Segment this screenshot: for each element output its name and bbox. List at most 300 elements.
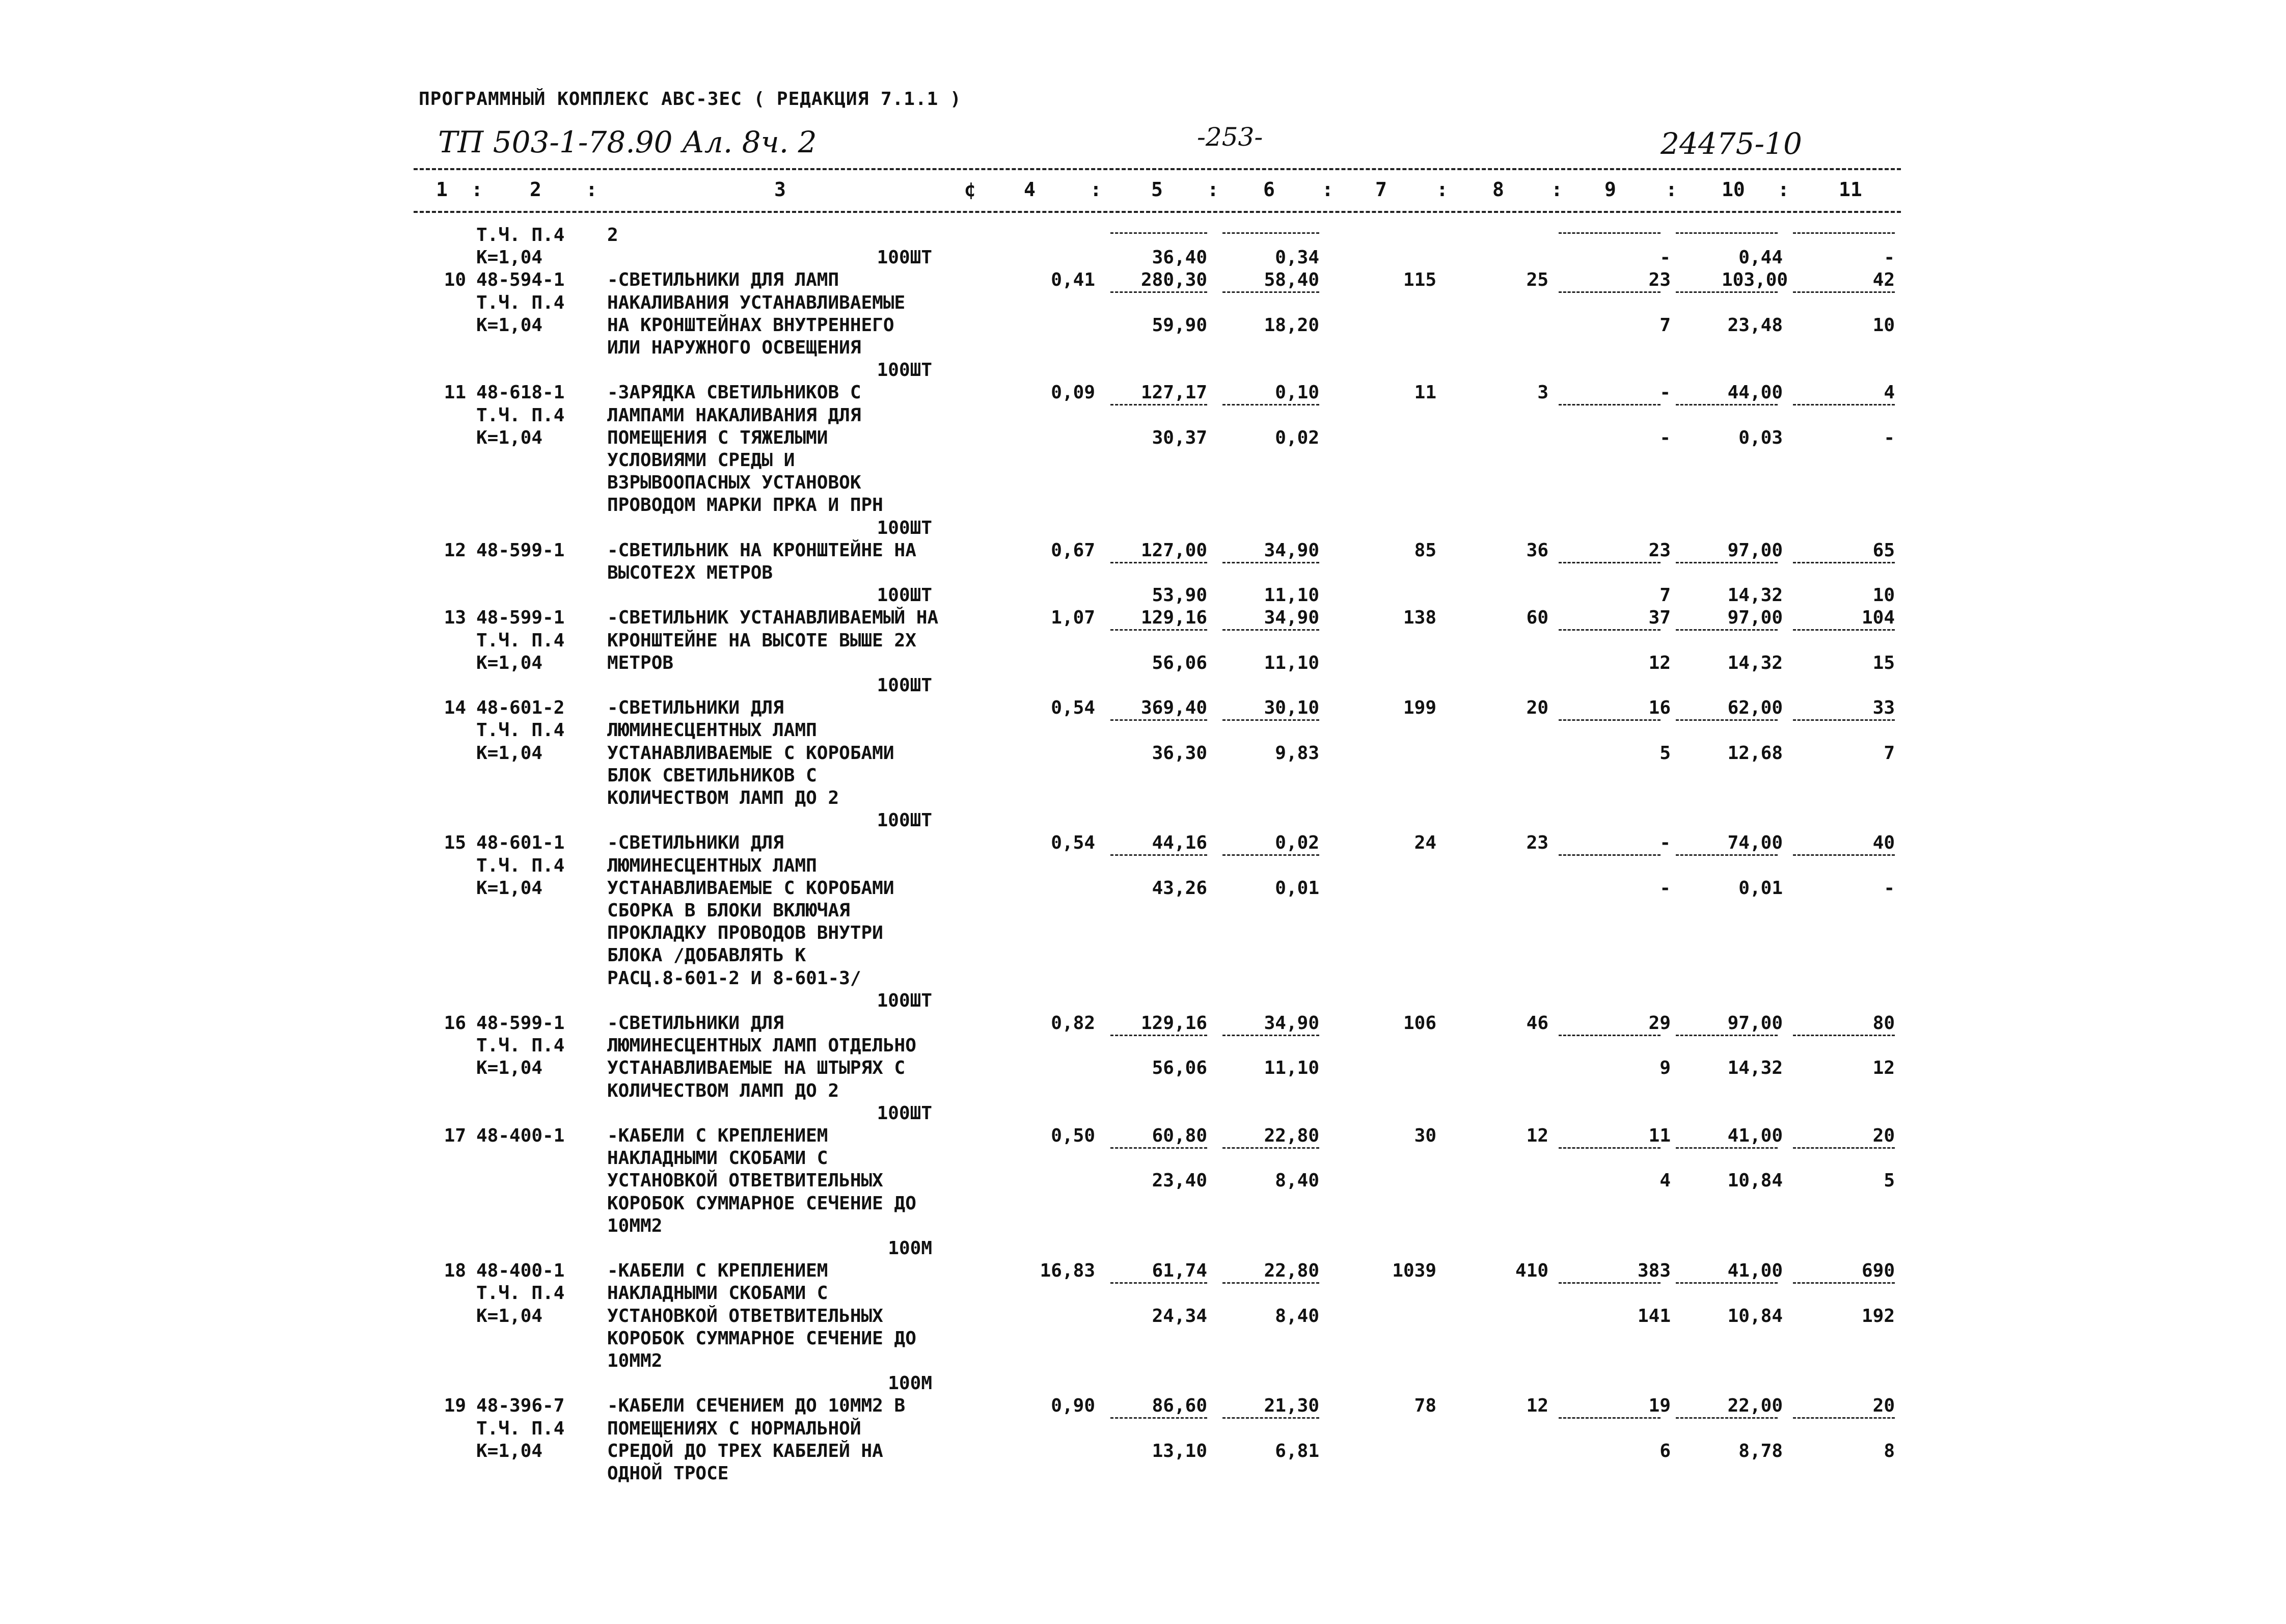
- work-description: -КАБЕЛИ С КРЕПЛЕНИЕМ: [607, 1260, 828, 1282]
- subtotal-rule: [1793, 291, 1895, 293]
- col-11: 40: [1872, 832, 1895, 854]
- col-7: 85: [1414, 539, 1436, 561]
- col-8: 25: [1526, 269, 1548, 291]
- work-description: УСЛОВИЯМИ СРЕДЫ И: [607, 450, 795, 471]
- col-11: 65: [1872, 539, 1895, 561]
- col-11: -: [1884, 427, 1895, 448]
- col-6: 11,10: [1264, 585, 1319, 606]
- header-col-5: 5: [1151, 178, 1163, 201]
- work-description: 100ШТ: [877, 247, 932, 268]
- work-description: 100ШТ: [877, 360, 932, 381]
- item-number: 17: [444, 1125, 466, 1146]
- col-6: 9,83: [1275, 742, 1319, 764]
- subtotal-rule: [1110, 562, 1207, 563]
- subtotal-rule: [1110, 291, 1207, 293]
- col-5: 129,16: [1141, 1013, 1208, 1034]
- col-6: 0,02: [1275, 832, 1319, 854]
- work-description: МЕТРОВ: [607, 652, 674, 673]
- norm-code: 48-599-1: [476, 607, 565, 629]
- col-8: 12: [1526, 1395, 1548, 1417]
- col-6: 22,80: [1264, 1125, 1319, 1146]
- col-9: 5: [1659, 742, 1671, 764]
- header-separator: :: [1551, 178, 1563, 201]
- col-7: 24: [1414, 832, 1436, 854]
- subtotal-rule: [1110, 404, 1207, 405]
- col-6: 8,40: [1275, 1170, 1319, 1192]
- col-5: 24,34: [1152, 1305, 1207, 1327]
- col-11: 42: [1872, 269, 1895, 291]
- col-4: 0,67: [1051, 539, 1095, 561]
- col-9: 37: [1648, 607, 1671, 629]
- col-11: 10: [1872, 314, 1895, 336]
- work-description: СБОРКА В БЛОКИ ВКЛЮЧАЯ: [607, 900, 850, 921]
- col-6: 34,90: [1264, 607, 1319, 629]
- col-6: 11,10: [1264, 1058, 1319, 1079]
- col-10: 41,00: [1727, 1125, 1783, 1146]
- col-8: 60: [1526, 607, 1548, 629]
- work-description: 100ШТ: [877, 585, 932, 606]
- work-description: КОРОБОК СУММАРНОЕ СЕЧЕНИЕ ДО: [607, 1328, 916, 1349]
- col-5: 127,17: [1141, 382, 1208, 403]
- subtotal-rule: [1793, 404, 1895, 405]
- header-col-9: 9: [1604, 178, 1616, 201]
- col-10: 14,32: [1727, 1058, 1783, 1079]
- norm-code: 48-594-1: [476, 269, 565, 291]
- col-6: 0,10: [1275, 382, 1319, 403]
- work-description: -ЗАРЯДКА СВЕТИЛЬНИКОВ С: [607, 382, 861, 403]
- work-description: НАКАЛИВАНИЯ УСТАНАВЛИВАЕМЫЕ: [607, 292, 906, 313]
- norm-code: 48-396-7: [476, 1395, 565, 1417]
- col-11: 690: [1861, 1260, 1895, 1282]
- col-5: 36,30: [1152, 742, 1207, 764]
- col-5: 60,80: [1152, 1125, 1207, 1146]
- norm-code: Т.Ч. П.4: [476, 720, 565, 741]
- subtotal-rule: [1222, 232, 1319, 234]
- item-number: 14: [444, 697, 466, 719]
- col-7: 138: [1403, 607, 1436, 629]
- work-description: ЛЮМИНЕСЦЕНТНЫХ ЛАМП: [607, 720, 817, 741]
- header-separator: :: [1436, 178, 1448, 201]
- work-description: ЛАМПАМИ НАКАЛИВАНИЯ ДЛЯ: [607, 404, 861, 426]
- col-8: 20: [1526, 697, 1548, 719]
- norm-code: 48-400-1: [476, 1260, 565, 1282]
- col-10: 97,00: [1727, 1013, 1783, 1034]
- col-9: 23: [1648, 539, 1671, 561]
- work-description: НАКЛАДНЫМИ СКОБАМИ С: [607, 1148, 828, 1169]
- col-10: 0,03: [1738, 427, 1783, 448]
- work-description: УСТАНАВЛИВАЕМЫЕ С КОРОБАМИ: [607, 742, 894, 764]
- header-separator: ¢: [964, 178, 976, 201]
- col-10: 14,32: [1727, 652, 1783, 673]
- subtotal-rule: [1559, 1282, 1661, 1284]
- header-separator: :: [586, 178, 597, 201]
- subtotal-rule: [1559, 232, 1661, 234]
- subtotal-rule: [1110, 1417, 1207, 1419]
- col-9: 11: [1648, 1125, 1671, 1146]
- col-10: 10,84: [1727, 1305, 1783, 1327]
- work-description: УСТАНАВЛИВАЕМЫЕ НА ШТЫРЯХ С: [607, 1058, 906, 1079]
- col-5: 129,16: [1141, 607, 1208, 629]
- subtotal-rule: [1222, 291, 1319, 293]
- col-6: 30,10: [1264, 697, 1319, 719]
- col-7: 30: [1414, 1125, 1436, 1146]
- subtotal-rule: [1222, 854, 1319, 856]
- item-number: 18: [444, 1260, 466, 1282]
- col-9: 16: [1648, 697, 1671, 719]
- work-description: РАСЦ.8-601-2 И 8-601-3/: [607, 967, 861, 989]
- subtotal-rule: [1793, 1147, 1895, 1149]
- subtotal-rule: [1222, 1035, 1319, 1036]
- col-6: 8,40: [1275, 1305, 1319, 1327]
- work-description: 100ШТ: [877, 675, 932, 696]
- col-7: 78: [1414, 1395, 1436, 1417]
- col-5: 53,90: [1152, 585, 1207, 606]
- work-description: КОРОБОК СУММАРНОЕ СЕЧЕНИЕ ДО: [607, 1193, 916, 1214]
- subtotal-rule: [1793, 562, 1895, 563]
- col-6: 34,90: [1264, 1013, 1319, 1034]
- col-8: 46: [1526, 1013, 1548, 1034]
- work-description: 100ШТ: [877, 990, 932, 1011]
- col-7: 115: [1403, 269, 1436, 291]
- header-separator: :: [1207, 178, 1219, 201]
- subtotal-rule: [1676, 1035, 1778, 1036]
- subtotal-rule: [1676, 1147, 1778, 1149]
- col-9: 9: [1659, 1058, 1671, 1079]
- col-6: 0,02: [1275, 427, 1319, 448]
- col-11: 20: [1872, 1395, 1895, 1417]
- col-11: 80: [1872, 1013, 1895, 1034]
- subtotal-rule: [1793, 1282, 1895, 1284]
- work-description: 2: [607, 225, 618, 246]
- col-10: 10,84: [1727, 1170, 1783, 1192]
- col-4: 0,54: [1051, 832, 1095, 854]
- col-10: 14,32: [1727, 585, 1783, 606]
- subtotal-rule: [1676, 232, 1778, 234]
- subtotal-rule: [1793, 629, 1895, 631]
- col-6: 0,01: [1275, 877, 1319, 899]
- col-6: 22,80: [1264, 1260, 1319, 1282]
- norm-code: К=1,04: [476, 247, 543, 268]
- work-description: КОЛИЧЕСТВОМ ЛАМП ДО 2: [607, 788, 839, 808]
- header-separator: :: [1322, 178, 1334, 201]
- subtotal-rule: [1559, 562, 1661, 563]
- col-8: 410: [1515, 1260, 1548, 1282]
- subtotal-rule: [1110, 629, 1207, 631]
- col-10: 97,00: [1727, 539, 1783, 561]
- col-4: 0,41: [1051, 269, 1095, 291]
- work-description: НАКЛАДНЫМИ СКОБАМИ С: [607, 1283, 828, 1304]
- work-description: ОДНОЙ ТРОСЕ: [607, 1463, 729, 1484]
- work-description: ЛЮМИНЕСЦЕНТНЫХ ЛАМП: [607, 855, 817, 876]
- header-col-3: 3: [774, 178, 786, 201]
- col-11: 33: [1872, 697, 1895, 719]
- col-10: 8,78: [1738, 1440, 1783, 1461]
- subtotal-rule: [1110, 1147, 1207, 1149]
- col-11: -: [1884, 877, 1895, 899]
- subtotal-rule: [1559, 291, 1661, 293]
- item-number: 15: [444, 832, 466, 854]
- subtotal-rule: [1110, 1282, 1207, 1284]
- norm-code: К=1,04: [476, 1305, 543, 1327]
- work-description: -СВЕТИЛЬНИКИ ДЛЯ: [607, 697, 784, 719]
- col-6: 11,10: [1264, 652, 1319, 673]
- work-description: УСТАНОВКОЙ ОТВЕТВИТЕЛЬНЫХ: [607, 1305, 883, 1327]
- work-description: ЛЮМИНЕСЦЕНТНЫХ ЛАМП ОТДЕЛЬНО: [607, 1035, 916, 1057]
- work-description: -СВЕТИЛЬНИКИ ДЛЯ: [607, 832, 784, 854]
- work-description: ПРОВОДОМ МАРКИ ПРКА И ПРН: [607, 495, 883, 516]
- norm-code: К=1,04: [476, 314, 543, 336]
- item-number: 13: [444, 607, 466, 629]
- col-9: -: [1659, 427, 1671, 448]
- header-col-8: 8: [1492, 178, 1504, 201]
- norm-code: Т.Ч. П.4: [476, 1283, 565, 1304]
- col-5: 56,06: [1152, 1058, 1207, 1079]
- col-11: 10: [1872, 585, 1895, 606]
- col-6: 6,81: [1275, 1440, 1319, 1461]
- norm-code: Т.Ч. П.4: [476, 1418, 565, 1439]
- header-col-11: 11: [1839, 178, 1862, 201]
- subtotal-rule: [1222, 719, 1319, 721]
- subtotal-rule: [1559, 1417, 1661, 1419]
- col-7: 11: [1414, 382, 1436, 403]
- col-5: 13,10: [1152, 1440, 1207, 1461]
- col-8: 3: [1537, 382, 1548, 403]
- col-4: 0,09: [1051, 382, 1095, 403]
- col-9: 4: [1659, 1170, 1671, 1192]
- work-description: 10ММ2: [607, 1350, 663, 1371]
- col-8: 12: [1526, 1125, 1548, 1146]
- col-10: 23,48: [1727, 314, 1783, 336]
- col-10: 74,00: [1727, 832, 1783, 854]
- program-line: ПРОГРАММНЫЙ КОМПЛЕКС АВС-3ЕС ( РЕДАКЦИЯ 7.1.1 ): [419, 89, 962, 110]
- work-description: УСТАНАВЛИВАЕМЫЕ С КОРОБАМИ: [607, 877, 894, 899]
- col-9: 7: [1659, 585, 1671, 606]
- norm-code: Т.Ч. П.4: [476, 225, 565, 246]
- item-number: 19: [444, 1395, 466, 1417]
- work-description: ПРОКЛАДКУ ПРОВОДОВ ВНУТРИ: [607, 923, 883, 944]
- col-10: 0,44: [1738, 247, 1783, 268]
- work-description: НА КРОНШТЕЙНАХ ВНУТРЕННЕГО: [607, 314, 894, 336]
- work-description: БЛОКА /ДОБАВЛЯТЬ К: [607, 945, 806, 966]
- subtotal-rule: [1110, 854, 1207, 856]
- item-number: 16: [444, 1013, 466, 1034]
- col-4: 1,07: [1051, 607, 1095, 629]
- col-11: 192: [1861, 1305, 1895, 1327]
- subtotal-rule: [1676, 291, 1778, 293]
- subtotal-rule: [1793, 1417, 1895, 1419]
- norm-code: К=1,04: [476, 742, 543, 764]
- norm-code: 48-599-1: [476, 539, 565, 561]
- col-9: 19: [1648, 1395, 1671, 1417]
- subtotal-rule: [1559, 404, 1661, 405]
- col-11: 12: [1872, 1058, 1895, 1079]
- col-10: 12,68: [1727, 742, 1783, 764]
- col-10: 22,00: [1727, 1395, 1783, 1417]
- col-10: 62,00: [1727, 697, 1783, 719]
- work-description: -СВЕТИЛЬНИК НА КРОНШТЕЙНЕ НА: [607, 539, 916, 561]
- subtotal-rule: [1559, 854, 1661, 856]
- subtotal-rule: [1222, 629, 1319, 631]
- norm-code: К=1,04: [476, 877, 543, 899]
- work-description: 100ШТ: [877, 1102, 932, 1124]
- subtotal-rule: [1676, 719, 1778, 721]
- subtotal-rule: [1110, 1035, 1207, 1036]
- work-description: КОЛИЧЕСТВОМ ЛАМП ДО 2: [607, 1080, 839, 1101]
- header-col-1: 1: [436, 178, 448, 201]
- col-10: 103,00: [1722, 269, 1788, 291]
- col-6: 18,20: [1264, 314, 1319, 336]
- header-col-4: 4: [1024, 178, 1036, 201]
- col-5: 43,26: [1152, 877, 1207, 899]
- subtotal-rule: [1676, 404, 1778, 405]
- col-4: 16,83: [1040, 1260, 1095, 1282]
- col-5: 59,90: [1152, 314, 1207, 336]
- subtotal-rule: [1559, 629, 1661, 631]
- col-10: 0,01: [1738, 877, 1783, 899]
- header-col-10: 10: [1722, 178, 1745, 201]
- subtotal-rule: [1676, 854, 1778, 856]
- work-description: УСТАНОВКОЙ ОТВЕТВИТЕЛЬНЫХ: [607, 1170, 883, 1192]
- norm-code: Т.Ч. П.4: [476, 1035, 565, 1057]
- header-separator: :: [1778, 178, 1789, 201]
- col-11: 104: [1861, 607, 1895, 629]
- col-5: 61,74: [1152, 1260, 1207, 1282]
- subtotal-rule: [1110, 719, 1207, 721]
- header-bottom-rule: [414, 211, 1901, 213]
- col-5: 280,30: [1141, 269, 1208, 291]
- norm-code: К=1,04: [476, 652, 543, 673]
- header-col-7: 7: [1375, 178, 1387, 201]
- subtotal-rule: [1676, 1282, 1778, 1284]
- item-number: 12: [444, 539, 466, 561]
- subtotal-rule: [1793, 854, 1895, 856]
- norm-code: К=1,04: [476, 1440, 543, 1461]
- header-separator: :: [1666, 178, 1677, 201]
- header-col-6: 6: [1263, 178, 1275, 201]
- col-9: 383: [1637, 1260, 1671, 1282]
- norm-code: Т.Ч. П.4: [476, 630, 565, 651]
- subtotal-rule: [1222, 1147, 1319, 1149]
- col-9: 141: [1637, 1305, 1671, 1327]
- header-separator: :: [1090, 178, 1102, 201]
- col-5: 30,37: [1152, 427, 1207, 448]
- subtotal-rule: [1222, 404, 1319, 405]
- subtotal-rule: [1793, 1035, 1895, 1036]
- work-description: 100ШТ: [877, 810, 932, 831]
- work-description: ИЛИ НАРУЖНОГО ОСВЕЩЕНИЯ: [607, 337, 861, 358]
- col-5: 36,40: [1152, 247, 1207, 268]
- work-description: БЛОК СВЕТИЛЬНИКОВ С: [607, 765, 817, 786]
- col-5: 86,60: [1152, 1395, 1207, 1417]
- col-6: 21,30: [1264, 1395, 1319, 1417]
- col-9: 6: [1659, 1440, 1671, 1461]
- work-description: -СВЕТИЛЬНИКИ ДЛЯ ЛАМП: [607, 269, 839, 291]
- col-6: 0,34: [1275, 247, 1319, 268]
- subtotal-rule: [1559, 1147, 1661, 1149]
- norm-code: К=1,04: [476, 427, 543, 448]
- col-11: 20: [1872, 1125, 1895, 1146]
- work-description: КРОНШТЕЙНЕ НА ВЫСОТЕ ВЫШЕ 2Х: [607, 630, 916, 651]
- subtotal-rule: [1222, 1282, 1319, 1284]
- header-separator: :: [471, 178, 483, 201]
- col-11: 15: [1872, 652, 1895, 673]
- subtotal-rule: [1222, 562, 1319, 563]
- norm-code: 48-599-1: [476, 1013, 565, 1034]
- norm-code: 48-618-1: [476, 382, 565, 403]
- col-10: 97,00: [1727, 607, 1783, 629]
- norm-code: Т.Ч. П.4: [476, 404, 565, 426]
- col-11: 7: [1884, 742, 1895, 764]
- work-description: 100М: [888, 1238, 932, 1259]
- page-number: -253-: [1197, 122, 1263, 152]
- work-description: ПОМЕЩЕНИЯ С ТЯЖЕЛЫМИ: [607, 427, 828, 448]
- col-9: 23: [1648, 269, 1671, 291]
- work-description: СРЕДОЙ ДО ТРЕХ КАБЕЛЕЙ НА: [607, 1440, 883, 1461]
- col-5: 44,16: [1152, 832, 1207, 854]
- subtotal-rule: [1222, 1417, 1319, 1419]
- subtotal-rule: [1559, 719, 1661, 721]
- col-4: 0,82: [1051, 1013, 1095, 1034]
- norm-code: Т.Ч. П.4: [476, 855, 565, 876]
- work-description: ПОМЕЩЕНИЯХ С НОРМАЛЬНОЙ: [607, 1418, 861, 1439]
- col-5: 369,40: [1141, 697, 1208, 719]
- col-9: 7: [1659, 314, 1671, 336]
- col-7: 1039: [1392, 1260, 1436, 1282]
- col-8: 36: [1526, 539, 1548, 561]
- norm-code: 48-601-2: [476, 697, 565, 719]
- col-5: 56,06: [1152, 652, 1207, 673]
- col-10: 44,00: [1727, 382, 1783, 403]
- col-7: 199: [1403, 697, 1436, 719]
- col-5: 23,40: [1152, 1170, 1207, 1192]
- col-9: -: [1659, 832, 1671, 854]
- work-description: 100М: [888, 1373, 932, 1394]
- item-number: 11: [444, 382, 466, 403]
- subtotal-rule: [1676, 1417, 1778, 1419]
- col-11: 4: [1884, 382, 1895, 403]
- col-9: 12: [1648, 652, 1671, 673]
- col-7: 106: [1403, 1013, 1436, 1034]
- header-top-rule: [414, 168, 1901, 170]
- col-8: 23: [1526, 832, 1548, 854]
- col-9: -: [1659, 382, 1671, 403]
- col-4: 0,50: [1051, 1125, 1095, 1146]
- norm-code: 48-601-1: [476, 832, 565, 854]
- col-11: 5: [1884, 1170, 1895, 1192]
- work-description: ВЗРЫВООПАСНЫХ УСТАНОВОК: [607, 472, 861, 494]
- col-9: 29: [1648, 1013, 1671, 1034]
- work-description: 10ММ2: [607, 1215, 663, 1236]
- subtotal-rule: [1676, 562, 1778, 563]
- col-4: 0,90: [1051, 1395, 1095, 1417]
- norm-code: Т.Ч. П.4: [476, 292, 565, 313]
- norm-code: К=1,04: [476, 1058, 543, 1079]
- subtotal-rule: [1793, 232, 1895, 234]
- work-description: -КАБЕЛИ СЕЧЕНИЕМ ДО 10ММ2 В: [607, 1395, 906, 1417]
- norm-code: 48-400-1: [476, 1125, 565, 1146]
- sheet-number: 24475-10: [1661, 126, 1802, 161]
- subtotal-rule: [1676, 629, 1778, 631]
- work-description: -КАБЕЛИ С КРЕПЛЕНИЕМ: [607, 1125, 828, 1146]
- col-11: -: [1884, 247, 1895, 268]
- col-9: -: [1659, 877, 1671, 899]
- work-description: ВЫСОТЕ2Х МЕТРОВ: [607, 562, 773, 583]
- col-11: 8: [1884, 1440, 1895, 1461]
- subtotal-rule: [1110, 232, 1207, 234]
- col-10: 41,00: [1727, 1260, 1783, 1282]
- subtotal-rule: [1793, 719, 1895, 721]
- doc-code: ТП 503-1-78.90 Ал. 8ч. 2: [438, 125, 817, 159]
